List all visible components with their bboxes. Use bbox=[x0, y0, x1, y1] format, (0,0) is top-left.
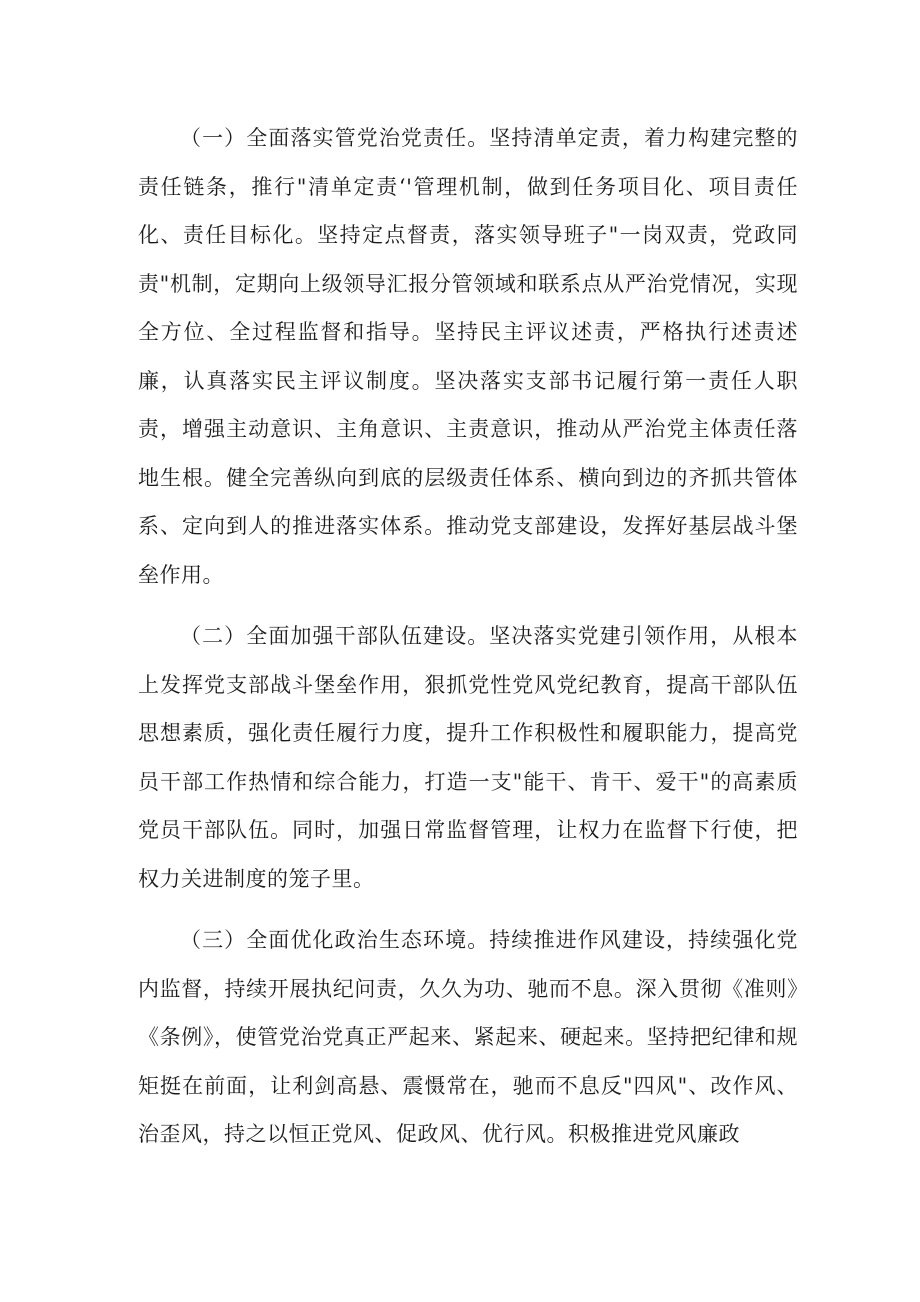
paragraph-cadre-team: （二）全面加强干部队伍建设。坚决落实党建引领作用，从根本上发挥党支部战斗堡垒作用，狠抓党性党风党纪教育，提高干部队伍思想素质，强化责任履行力度，提升工作积极性和履职能力，提高党员干部工作热情和综合能力，打造一支"能干、肯干、爱干"的高素质党员干部队伍。同时，加强日常监督管理，让权力在监督下行使，把权力关进制度的笼子里。 bbox=[138, 624, 798, 891]
paragraph-political-ecology: （三）全面优化政治生态环境。持续推进作风建设，持续强化党内监督，持续开展执纪问责，久久为功、驰而不息。深入贯彻《准则》《条例》，使管党治党真正严起来、紧起来、硬起来。坚持把纪律和规矩挺在前面，让利剑高悬、震慑常在，驰而不息反"四风"、改作风、治歪风，持之以恒正党风、促政风、优行风。积极推进党风廉政 bbox=[138, 928, 798, 1146]
document-page bbox=[138, 114, 798, 1172]
paragraph-responsibility: （一）全面落实管党治党责任。坚持清单定责，着力构建完整的责任链条，推行"清单定责‘'管理机制，做到任务项目化、项目责任化、责任目标化。坚持定点督责，落实领导班子"一岗双责，党政同责"机制，定期向上级领导汇报分管领域和联系点从严治党情况，实现全方位、全过程监督和指导。坚持民主评议述责，严格执行述责述廉，认真落实民主评议制度。坚决落实支部书记履行第一责任人职责，增强主动意识、主角意识、主责意识，推动从严治党主体责任落地生根。健全完善纵向到底的层级责任体系、横向到边的齐抓共管体系、定向到人的推进落实体系。推动党支部建设，发挥好基层战斗堡垒作用。 bbox=[138, 126, 798, 587]
